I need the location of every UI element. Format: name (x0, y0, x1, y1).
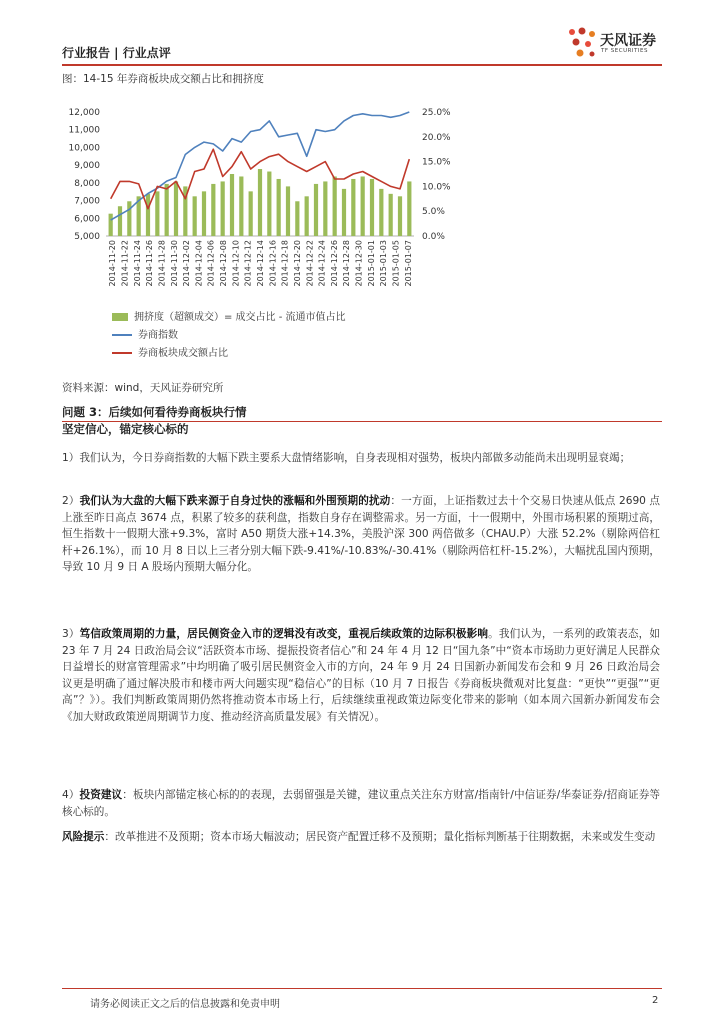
bar-crowding (361, 176, 365, 236)
bar-crowding (258, 169, 262, 236)
x-tick-label: 2014-11-28 (157, 240, 167, 287)
bar-crowding (277, 179, 281, 236)
y-left-tick-label: 12,000 (68, 108, 100, 118)
legend-index-label: 券商指数 (138, 330, 178, 341)
risk-warning (62, 829, 660, 846)
question-title-text: 问题 3：后续如何看待券商板块行情 (62, 405, 247, 419)
bar-crowding (165, 184, 169, 236)
footer-divider (62, 988, 662, 989)
x-tick-label: 2014-12-14 (256, 240, 265, 287)
bar-crowding (202, 191, 206, 236)
y-left-tick-label: 11,000 (68, 125, 100, 136)
paragraph-2-prefix: 2） (62, 495, 80, 507)
risk-warning-body: ：改革推进不及预期；资本市场大幅波动；居民资产配置迁移不及预期；量化指标判断基于往期数据，未来或发生变动 (104, 831, 656, 843)
x-tick-label: 2014-12-10 (231, 240, 241, 287)
bar-crowding (295, 201, 299, 236)
report-category: 行业报告 | 行业点评 (62, 46, 171, 60)
bar-crowding (155, 191, 159, 236)
footer-disclaimer: 请务必阅读正文之后的信息披露和免责申明 (90, 999, 280, 1010)
question-subtitle: 坚定信心，锚定核心标的 (62, 422, 189, 436)
y-left-tick-label: 7,000 (74, 196, 100, 207)
paragraph-2-body: ：一方面，上证指数过去十个交易日快速从低点 2690 点上涨至昨日高点 3674 点，积累了较多的获利盘，指数自身存在调整需求。另一方面，十一假期中，外围市场积累的预期过高，恒生指数十一假期大涨+9.3%，富时 A50 期货大涨+14.3%，美股沪深 300 两倍做多（CHAU.P）大涨 52.2%（剔除两倍杠杆+26.1%），而 10 月 8 日以上三者分别大幅下跌-9.41%/-10.83%/-30.41%（剔除两倍杠杆-15.2%），大幅扰乱国内预期，导致 10 月 9 日 A 股场内预期大幅分化。 (62, 495, 661, 573)
figure-source: 资料来源：wind，天风证券研究所 (62, 382, 224, 394)
paragraph-3 (62, 626, 660, 725)
bar-crowding (398, 196, 402, 236)
x-tick-label: 2014-12-30 (354, 240, 364, 287)
bar-crowding (211, 184, 215, 236)
legend-share-swatch (112, 352, 132, 354)
x-tick-label: 2014-12-24 (317, 240, 327, 287)
y-left-tick-label: 5,000 (74, 232, 100, 242)
paragraph-1: 1）我们认为，今日券商指数的大幅下跌主要系大盘情绪影响，自身表现相对强势，板块内部做多动能尚未出现明显衰竭； (62, 452, 631, 464)
legend-index-swatch (112, 334, 132, 336)
chart-svg (62, 98, 462, 298)
bar-crowding (342, 189, 346, 236)
logo-subtitle: TF SECURITIES (601, 48, 648, 54)
y-right-tick-label: 0.0% (422, 232, 445, 242)
legend-bar-swatch (112, 313, 128, 321)
legend-share-line (112, 344, 228, 359)
bar-crowding (286, 186, 290, 236)
x-tick-label: 2015-01-07 (403, 240, 413, 287)
paragraph-2 (62, 493, 660, 576)
risk-warning-lead: 风险提示 (62, 831, 105, 843)
x-tick-label: 2014-12-18 (280, 240, 290, 287)
legend-share-label: 券商板块成交额占比 (138, 348, 228, 359)
bar-crowding (305, 196, 309, 236)
x-tick-label: 2014-12-26 (329, 240, 339, 287)
bar-crowding (351, 179, 355, 236)
y-left-tick-label: 10,000 (68, 143, 100, 154)
legend-index-line (112, 326, 178, 341)
y-right-tick-label: 15.0% (422, 157, 451, 168)
y-right-tick-label: 5.0% (422, 207, 445, 218)
x-tick-label: 2015-01-05 (391, 240, 401, 287)
y-left-tick-label: 6,000 (74, 214, 100, 225)
x-tick-label: 2014-11-24 (132, 240, 142, 287)
bar-crowding (127, 201, 131, 236)
paragraph-4 (62, 787, 660, 820)
y-right-tick-label: 20.0% (422, 132, 451, 143)
x-tick-label: 2015-01-01 (366, 240, 376, 287)
paragraph-3-prefix: 3） (62, 628, 80, 640)
bar-crowding (109, 214, 113, 236)
bar-crowding (389, 194, 393, 236)
bar-crowding (174, 181, 178, 236)
paragraph-4-prefix: 4） (62, 789, 80, 801)
bar-crowding (407, 181, 411, 236)
paragraph-2-lead: 我们认为大盘的大幅下跌来源于自身过快的涨幅和外围预期的扰动 (79, 495, 391, 507)
logo-mark-icon (566, 26, 600, 60)
x-tick-label: 2014-12-04 (194, 240, 204, 287)
bar-crowding (146, 194, 150, 236)
bar-crowding (314, 184, 318, 236)
x-tick-label: 2014-12-12 (243, 240, 253, 287)
x-tick-label: 2014-12-16 (268, 240, 278, 287)
bar-crowding (239, 176, 243, 236)
bar-crowding (323, 181, 327, 236)
bar-crowding (370, 179, 374, 236)
company-logo (566, 26, 676, 62)
y-left-tick-label: 9,000 (74, 161, 100, 172)
x-tick-label: 2015-01-03 (379, 240, 389, 287)
page-number: 2 (652, 995, 659, 1006)
x-tick-label: 2014-11-22 (120, 240, 130, 287)
x-tick-label: 2014-12-08 (219, 240, 229, 287)
chart (62, 98, 462, 368)
bar-crowding (379, 189, 383, 236)
y-right-tick-label: 10.0% (422, 182, 451, 193)
bar-crowding (118, 206, 122, 236)
y-left-tick-label: 8,000 (74, 178, 100, 189)
bar-crowding (193, 196, 197, 236)
x-tick-label: 2014-12-20 (292, 240, 302, 287)
legend-bar-label: 拥挤度（超额成交）= 成交占比 - 流通市值占比 (134, 312, 346, 323)
legend-bar (112, 308, 346, 323)
bar-crowding (333, 176, 337, 236)
bar-crowding (249, 191, 253, 236)
bar-crowding (267, 172, 271, 236)
x-tick-label: 2014-11-20 (108, 240, 118, 287)
x-tick-label: 2014-11-26 (145, 240, 155, 287)
x-tick-label: 2014-12-02 (182, 240, 192, 287)
bar-crowding (230, 174, 234, 236)
x-tick-label: 2014-11-30 (169, 240, 179, 287)
x-tick-label: 2014-12-22 (305, 240, 315, 287)
question-title (62, 404, 632, 420)
header-divider (62, 64, 662, 66)
y-right-tick-label: 25.0% (422, 108, 451, 118)
x-tick-label: 2014-12-06 (206, 240, 216, 287)
paragraph-3-body: 。我们认为，一系列的政策表态，如 23 年 7 月 24 日政治局会议“活跃资本市场、提振投资者信心”和 24 年 4 月 12 日“国九条”中“资本市场助力更好满足人民群众日益增长的财富管理需求”中均明确了吸引居民侧资金入市的方向，24 年 9 月 24 日国新办新闻发布会和 9 月 26 日政治局会议更是明确了通过解决股市和楼市两大问题实现“稳信心”的目标（10 月 7 日报告《券商板块微观对比复盘：“更快”“更强”“更高”？》）。我们判断政策周期仍然将推动资本市场上行，后续继续重视政策边际变化带来的影响（如本周六国新办新闻发布会《加大财政政策逆周期调节力度、推动经济高质量发展》有关情况）。 (62, 628, 661, 723)
paragraph-4-lead: 投资建议 (79, 789, 123, 801)
paragraph-4-body: ：板块内部锚定核心标的的表现，去弱留强是关键，建议重点关注东方财富/指南针/中信证券/华泰证券/招商证券等核心标的。 (62, 789, 660, 818)
paragraph-3-lead: 笃信政策周期的力量，居民侧资金入市的逻辑没有改变，重视后续政策的边际积极影响 (79, 628, 489, 640)
x-tick-label: 2014-12-28 (342, 240, 352, 287)
figure-caption: 图：14-15 年券商板块成交额占比和拥挤度 (62, 73, 264, 85)
logo-name: 天风证券 (600, 33, 656, 49)
bar-crowding (221, 181, 225, 236)
